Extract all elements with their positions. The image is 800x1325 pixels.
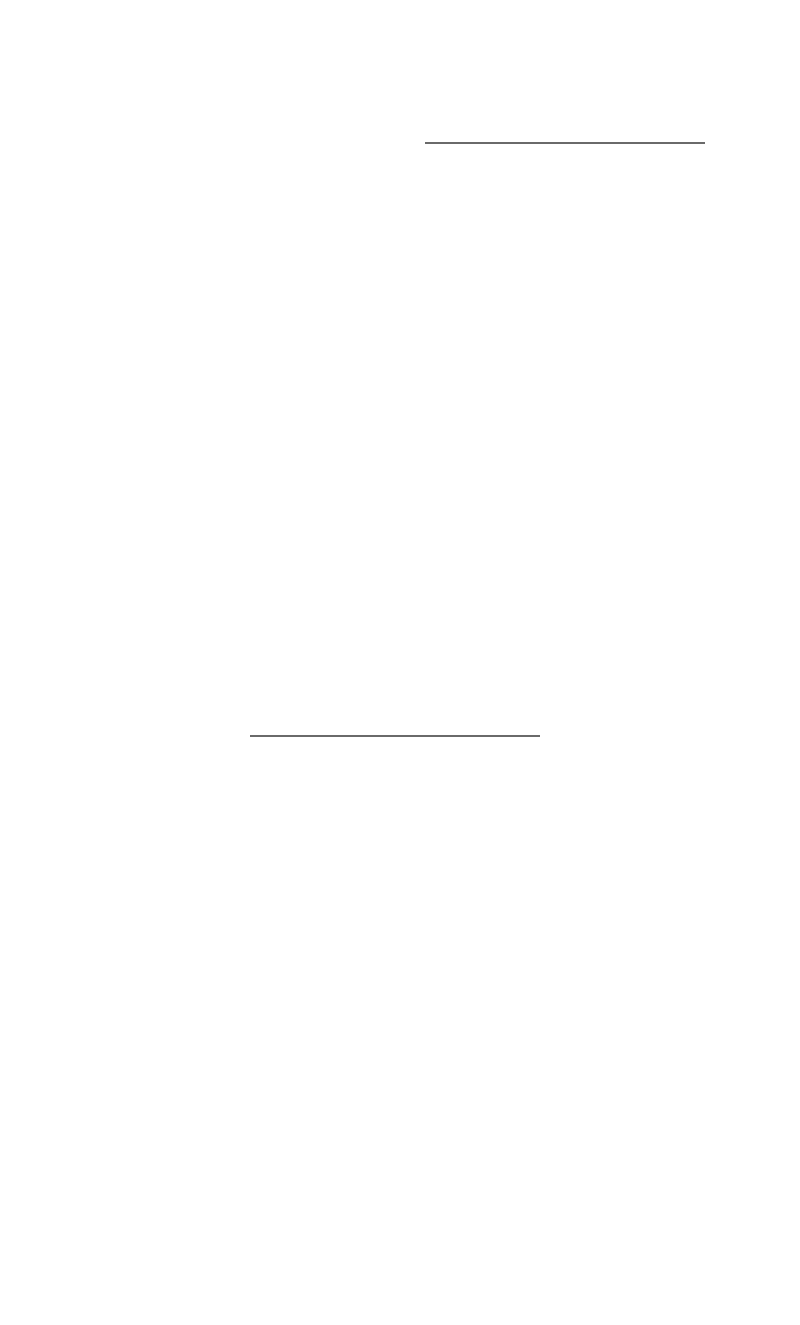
deposited-matter-chart-top: [0, 85, 800, 665]
deposited-matter-chart-bottom: [0, 690, 800, 1270]
